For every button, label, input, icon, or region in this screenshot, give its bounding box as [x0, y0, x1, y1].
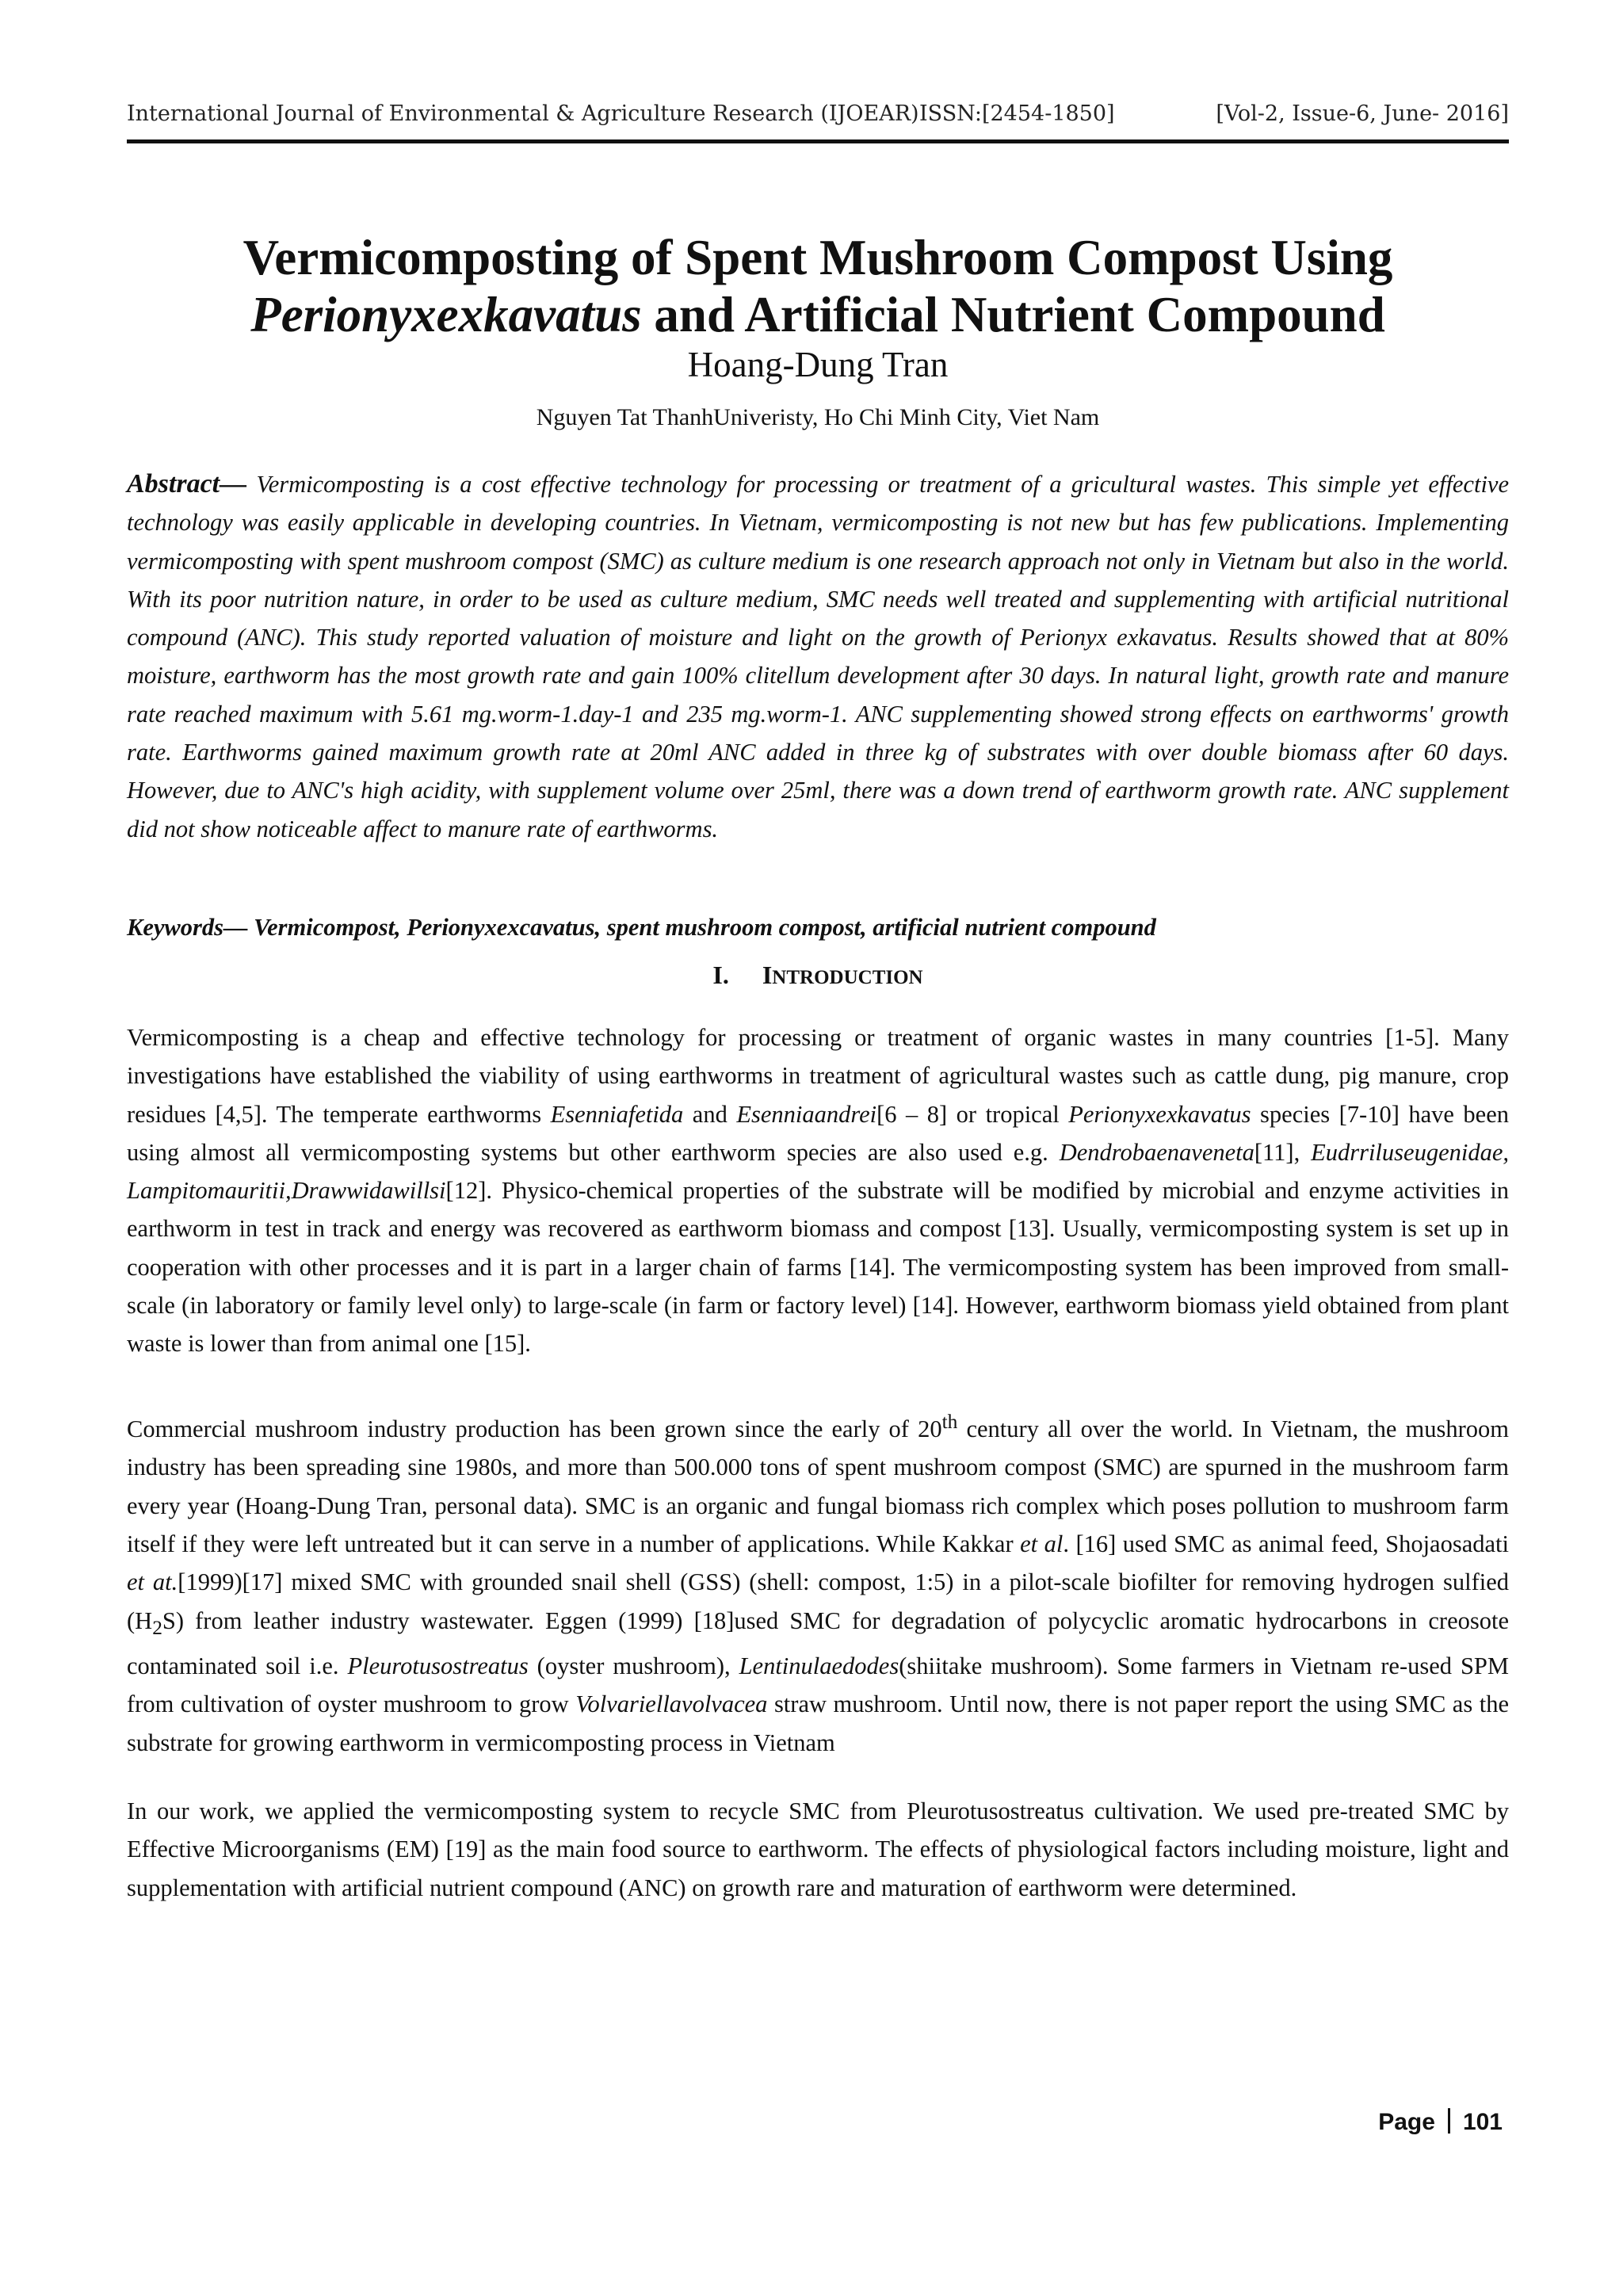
affiliation: Nguyen Tat ThanhUniveristy, Ho Chi Minh City, Viet Nam: [536, 404, 1100, 430]
section-number: I.: [712, 961, 729, 989]
volume-issue: [Vol-2, Issue-6, June- 2016]: [1216, 101, 1509, 126]
title-species: Perionyxexkavatus: [250, 287, 642, 342]
issn: ISSN:[2454-1850]: [919, 101, 1115, 126]
keywords: Keywords— Vermicompost, Perionyxexcavatus, spent mushroom compost, artificial nutrient compound: [127, 914, 1156, 941]
author: Hoang-Dung Tran: [687, 345, 949, 384]
page-footer: [1378, 2108, 1503, 2136]
paragraph-2: Commercial mushroom industry production has been grown since the early of 20th century all over the world. In Vietnam, the mushroom industry has been spreading sine 1980s, and more than 500.000 tons of spent mushroom compost (SMC) are spurned in the mushroom farm every year (Hoang-Dung Tran, personal data). SMC is an organic and fungal biomass rich complex which poses pollution to mushroom farm itself if they were left untreated but it can serve in a number of applications. While Kakkar et al. [16] used SMC as animal feed, Shojaosadati et at.[1999)[17] mixed SMC with grounded snail shell (GSS) (shell: compost, 1:5) in a pilot-scale biofilter for removing hydrogen sulfied $(H_2S)$ from leather industry wastewater. Eggen (1999) [18]used SMC for degradation of polycyclic aromatic hydrocarbons in creosote contaminated soil i.e. Pleurotusostreatus (oyster mushroom), Lentinulaedodes(shiitake mushroom). Some farmers in Vietnam re-used SPM from cultivation of oyster mushroom to grow Volvariellavolvacea straw mushroom. Until now, there is not paper report the using SMC as the substrate for growing earthworm in vermicomposting process in Vietnam: [127, 1411, 1510, 1756]
section-title: INTRODUCTION: [762, 961, 923, 989]
running-header: [127, 101, 1509, 133]
title-line-2: [127, 287, 1509, 342]
title-line-2-rest: and Artificial Nutrient Compound: [641, 287, 1385, 342]
paragraph-1: Vermicomposting is a cheap and effective technology for processing or treatment of organic wastes in many countries [1-5]. Many investigations have established the viability of using earthworms in treatment of agricultural wastes such as cattle dung, pig manure, crop residues [4,5]. The temperate earthworms Esenniafetida and Esenniaandrei[6 – 8] or tropical Perionyxexkavatus species [7-10] have been using almost all vermicomposting systems but other earthworm species are also used e.g. Dendrobaenaveneta[11], Eudrriluseugenidae, Lampitomauritii,Drawwidawillsi[12]. Physico-chemical properties of the substrate will be modified by microbial and enzyme activities in earthworm in test in track and energy was recovered as earthworm biomass and compost [13]. Usually, vermicomposting system is set up in cooperation with other processes and it is part in a larger chain of farms [14]. The vermicomposting system has been improved from small-scale (in laboratory or family level only) to large-scale (in farm or factory level) [14]. However, earthworm biomass yield obtained from plant waste is lower than from animal one [15].: [127, 1024, 1509, 1358]
section-heading: [127, 961, 1509, 990]
footer-divider: [1448, 2108, 1450, 2134]
title-line-1: Vermicomposting of Spent Mushroom Compost Using: [242, 230, 1393, 285]
abstract: [127, 465, 1509, 848]
abstract-label: Abstract—: [127, 469, 247, 499]
header-rule: [127, 139, 1509, 143]
paragraph-3: In our work, we applied the vermicomposting system to recycle SMC from Pleurotusostreatus cultivation. We used pre-treated SMC by Effective Microorganisms (EM) [19] as the main food source to earthworm. The effects of physiological factors including moisture, light and supplementation with artificial nutrient compound (ANC) on growth rare and maturation of earthworm were determined.: [127, 1797, 1509, 1901]
page-label: Page: [1378, 2109, 1435, 2135]
page-number: 101: [1462, 2109, 1503, 2135]
journal-name: International Journal of Environmental & Agriculture Research (IJOEAR): [127, 101, 919, 126]
abstract-text: Vermicomposting is a cost effective technology for processing or treatment of a gricultural wastes. This simple yet effective technology was easily applicable in developing countries. In Vietnam, vermicomposting is not new but has few publications. Implementing vermicomposting with spent mushroom compost (SMC) as culture medium is one research approach not only in Vietnam but also in the world. With its poor nutrition nature, in order to be used as culture medium, SMC needs well treated and supplementing with artificial nutritional compound (ANC). This study reported valuation of moisture and light on the growth of Perionyx exkavatus. Results showed that at 80% moisture, earthworm has the most growth rate and gain 100% clitellum development after 30 days. In natural light, growth rate and manure rate reached maximum with 5.61 mg.worm-1.day-1 and 235 mg.worm-1. ANC supplementing showed strong effects on earthworms' growth rate. Earthworms gained maximum growth rate at 20ml ANC added in three kg of substrates with over double biomass after 60 days. However, due to ANC's high acidity, with supplement volume over 25ml, there was a down trend of earthworm growth rate. ANC supplement did not show noticeable affect to manure rate of earthworms.: [127, 471, 1509, 842]
